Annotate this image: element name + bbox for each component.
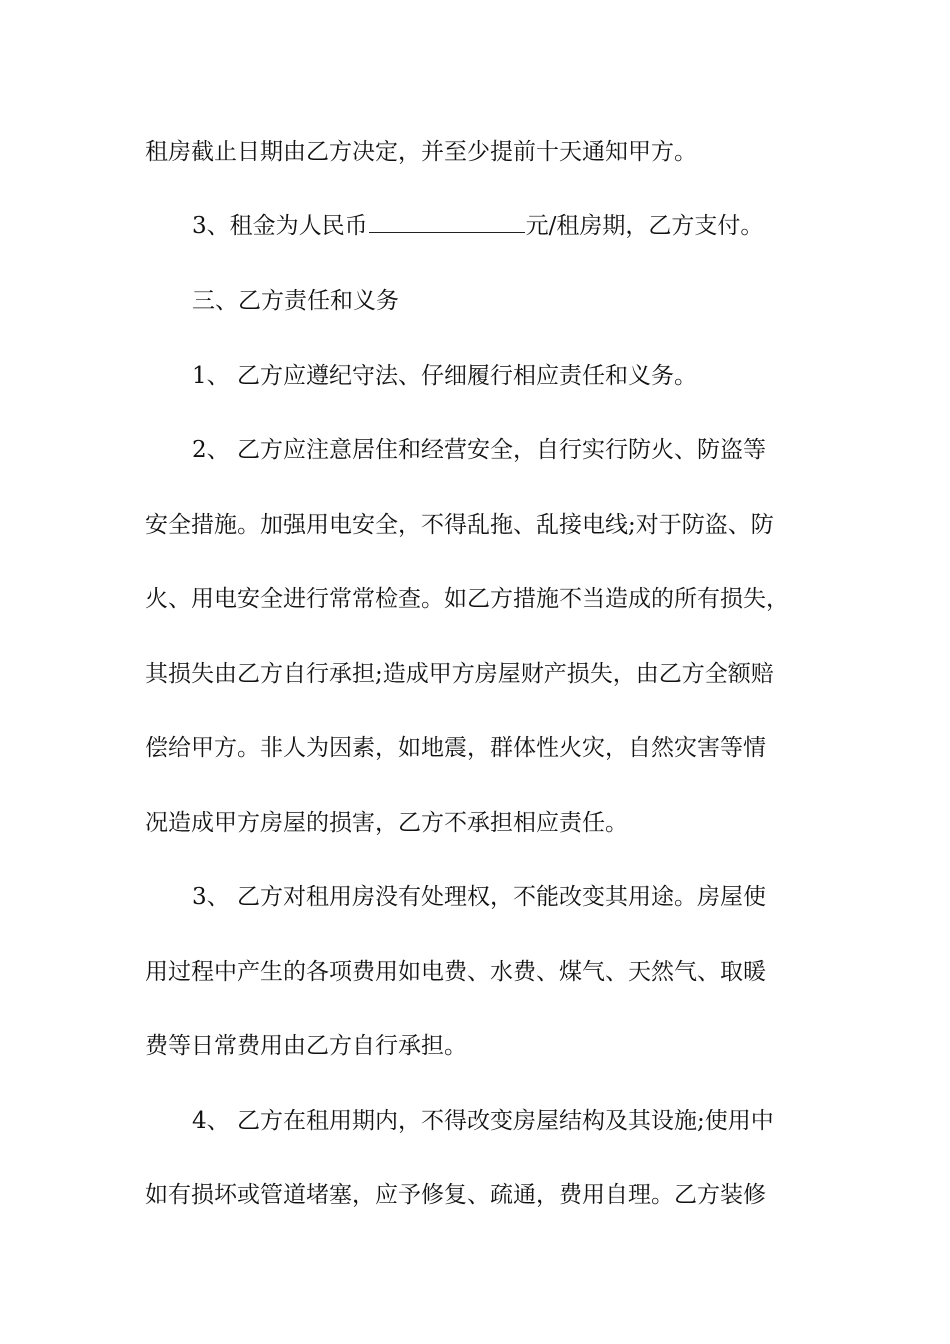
text-line: 租房截止日期由乙方决定，并至少提前十天通知甲方。 (145, 139, 697, 165)
text-line: 用过程中产生的各项费用如电费、水费、煤气、天然气、取暖 (145, 959, 766, 985)
rent-clause-suffix: 元/租房期，乙方支付。 (525, 213, 764, 239)
rent-amount-blank (369, 206, 525, 233)
text-line: 1、 乙方应遵纪守法、仔细履行相应责任和义务。 (192, 363, 697, 389)
rent-clause-line (192, 206, 763, 246)
text-line: 如有损坏或管道堵塞，应予修复、疏通，费用自理。乙方装修 (145, 1182, 766, 1208)
text-line: 2、 乙方应注意居住和经营安全，自行实行防火、防盗等 (192, 437, 766, 463)
rent-clause-prefix: 3、租金为人民币 (192, 213, 368, 239)
text-line: 3、 乙方对租用房没有处理权，不能改变其用途。房屋使 (192, 884, 766, 910)
text-line: 偿给甲方。非人为因素，如地震，群体性火灾，自然灾害等情 (145, 735, 766, 761)
text-line: 4、 乙方在租用期内，不得改变房屋结构及其设施;使用中 (192, 1108, 774, 1134)
text-line: 火、用电安全进行常常检查。如乙方措施不当造成的所有损失， (145, 586, 789, 612)
text-line: 其损失由乙方自行承担;造成甲方房屋财产损失，由乙方全额赔 (145, 661, 774, 687)
text-line: 费等日常费用由乙方自行承担。 (145, 1033, 467, 1059)
text-line: 安全措施。加强用电安全，不得乱拖、乱接电线;对于防盗、防 (145, 512, 774, 538)
section-heading: 三、乙方责任和义务 (192, 288, 399, 314)
text-line: 况造成甲方房屋的损害，乙方不承担相应责任。 (145, 810, 628, 836)
